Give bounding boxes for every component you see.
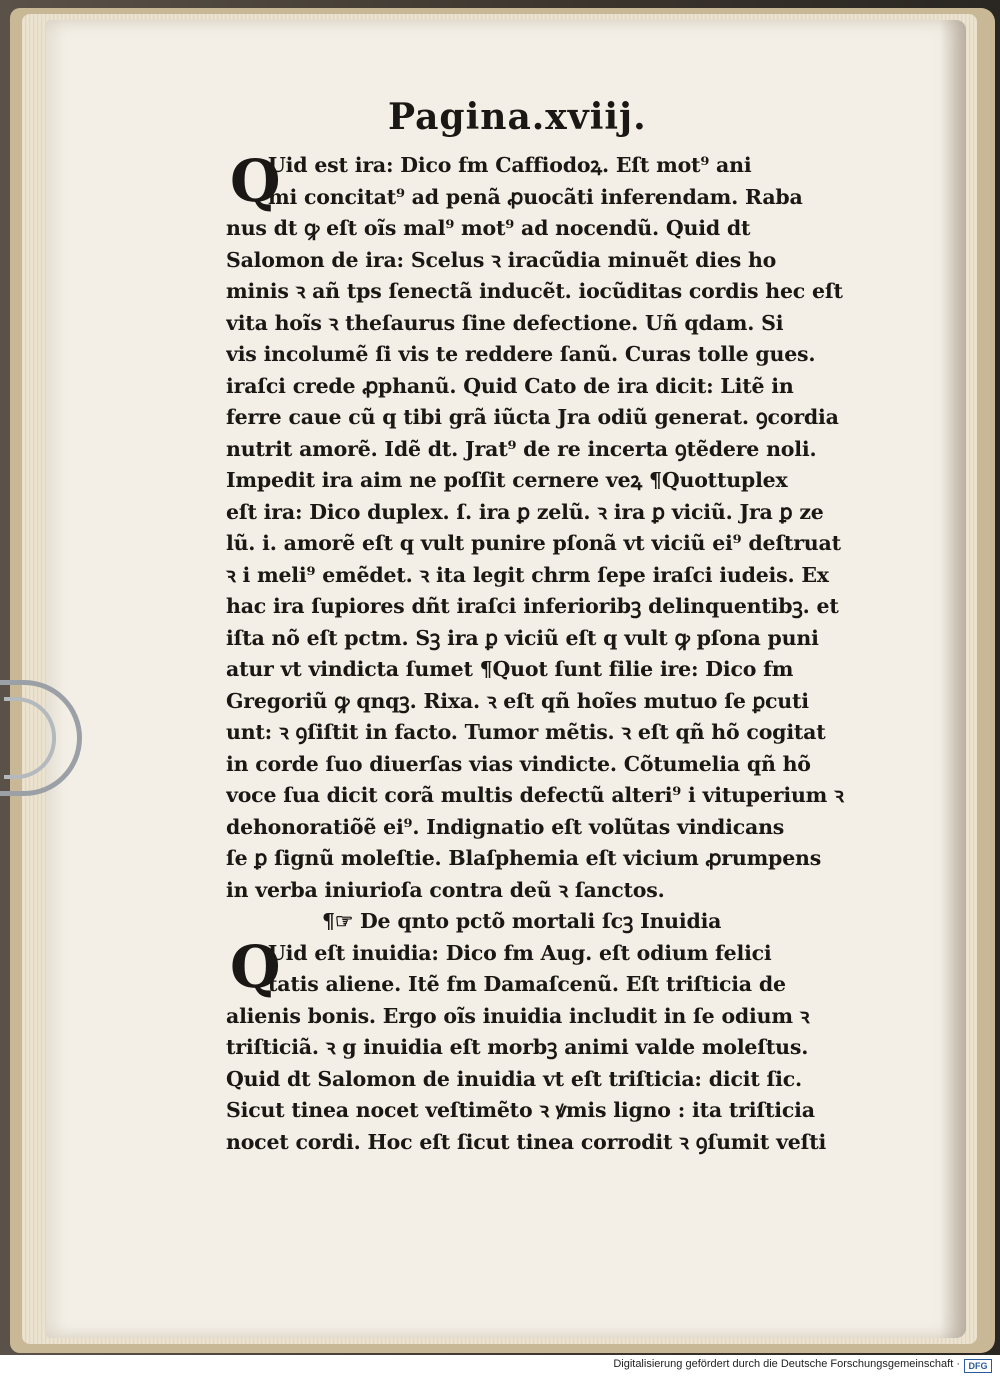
drop-capital: Q bbox=[230, 932, 281, 1001]
text-line: Salomon de ira: Scelus ꝛ iracũdia minuẽt dies ho bbox=[226, 247, 777, 272]
footer-credit: Digitalisierung gefördert durch die Deutsche Forschungsgemeinschaft · bbox=[613, 1358, 960, 1370]
page-heading: Pagina.xviij. bbox=[388, 96, 647, 138]
text-line: mi concitat⁹ ad penã ꝓuocãti inferendam. Raba bbox=[268, 184, 803, 209]
text-line: Sicut tinea nocet veſtimẽto ꝛ ꝟmis ligno : ita triſticia bbox=[226, 1098, 815, 1122]
text-line: alienis bonis. Ergo oĩs inuidia includit in ſe odium ꝛ bbox=[226, 1003, 810, 1028]
text-line: Uid eſt inuidia: Dico fm Aug. eſt odium felici bbox=[268, 940, 772, 965]
text-line: Quid dt Salomon de inuidia vt eſt triſticia: dicit ſic. bbox=[226, 1066, 802, 1091]
text-line: ſe ꝑ ſignũ moleſtie. Blaſphemia eſt vicium ꝓrumpens bbox=[226, 846, 822, 870]
text-line: vita hoĩs ꝛ theſaurus ſine defectione. Uñ qdam. Si bbox=[226, 310, 784, 335]
text-line: nocet cordi. Hoc eſt ſicut tinea corrodit ꝛ ꝯſumit veſti bbox=[226, 1129, 827, 1154]
text-line: atur vt vindicta ſumet ¶Quot ſunt filie ire: Dico fm bbox=[226, 657, 794, 681]
text-line: ferre caue cũ q tibi grã iũcta Jra odiũ generat. ꝯcordia bbox=[226, 405, 839, 429]
text-line: eſt ira: Dico duplex. ſ. ira ꝑ zelũ. ꝛ ira ꝑ viciũ. Jra ꝑ ze bbox=[226, 499, 824, 524]
text-line: Impedit ira aim ne poſſit cernere veꝝ ¶Quottuplex bbox=[226, 468, 788, 492]
text-line: iraſci crede ꝓphanũ. Quid Cato de ira dicit: Litẽ in bbox=[226, 373, 794, 398]
text-line: iſta nõ eſt pctm. Sꝫ ira ꝑ viciũ eſt q vult ꝙ pſona puni bbox=[226, 625, 819, 650]
text-line: voce ſua dicit corã multis defectũ alteri⁹ i vituperium ꝛ bbox=[226, 783, 844, 807]
page-gutter-shadow bbox=[940, 20, 966, 1338]
drop-capital: Q bbox=[230, 147, 281, 215]
dfg-logo: DFG bbox=[964, 1359, 992, 1373]
text-line: nus dt ꝙ eſt oĩs mal⁹ mot⁹ ad nocendũ. Quid dt bbox=[226, 216, 751, 240]
text-block bbox=[226, 147, 856, 1158]
text-line: tatis aliene. Itẽ fm Damaſcenũ. Eſt triſticia de bbox=[268, 972, 786, 996]
text-line: Uid est ira: Dico fm Caffiodoꝝ. Eſt mot⁹ ani bbox=[268, 153, 752, 177]
text-line: triſticiã. ꝛ g inuidia eſt morbꝫ animi valde moleſtus. bbox=[226, 1035, 809, 1059]
section-heading-line: ¶☞ De qnto pctõ mortali ſcꝫ Inuidia bbox=[322, 909, 722, 933]
text-line: Gregoriũ ꝙ qnqꝫ. Rixa. ꝛ eſt qñ hoĩes mutuo ſe ꝑcuti bbox=[226, 688, 809, 713]
paper-clip-inner-loop bbox=[4, 697, 56, 779]
text-line: unt: ꝛ ꝯſiſtit in facto. Tumor mẽtis. ꝛ eſt qñ hõ cogitat bbox=[226, 720, 826, 744]
text-line: in corde ſuo diuerſas vias vindicte. Cõtumelia qñ hõ bbox=[226, 751, 811, 776]
text-line: dehonoratiõẽ ei⁹. Indignatio eſt volũtas vindicans bbox=[226, 814, 785, 839]
text-line: nutrit amorẽ. Idẽ dt. Jrat⁹ de re incerta ꝯtẽdere noli. bbox=[226, 436, 817, 461]
text-line: vis incolumẽ ſi vis te reddere ſanũ. Curas tolle gues. bbox=[226, 342, 816, 366]
text-line: ꝛ i meli⁹ emẽdet. ꝛ ita legit chrm ſepe iraſci iudeis. Ex bbox=[226, 562, 829, 587]
text-line: in verba iniurioſa contra deũ ꝛ ſanctos. bbox=[226, 877, 665, 902]
text-line: lũ. i. amorẽ eſt q vult punire pſonã vt viciũ ei⁹ deſtruat bbox=[226, 531, 841, 555]
text-line: hac ira ſupiores dñt iraſci inferioribꝫ delinquentibꝫ. et bbox=[226, 594, 839, 618]
text-line: minis ꝛ añ tps ſenectã inducẽt. iocũditas cordis hec eſt bbox=[226, 279, 843, 303]
